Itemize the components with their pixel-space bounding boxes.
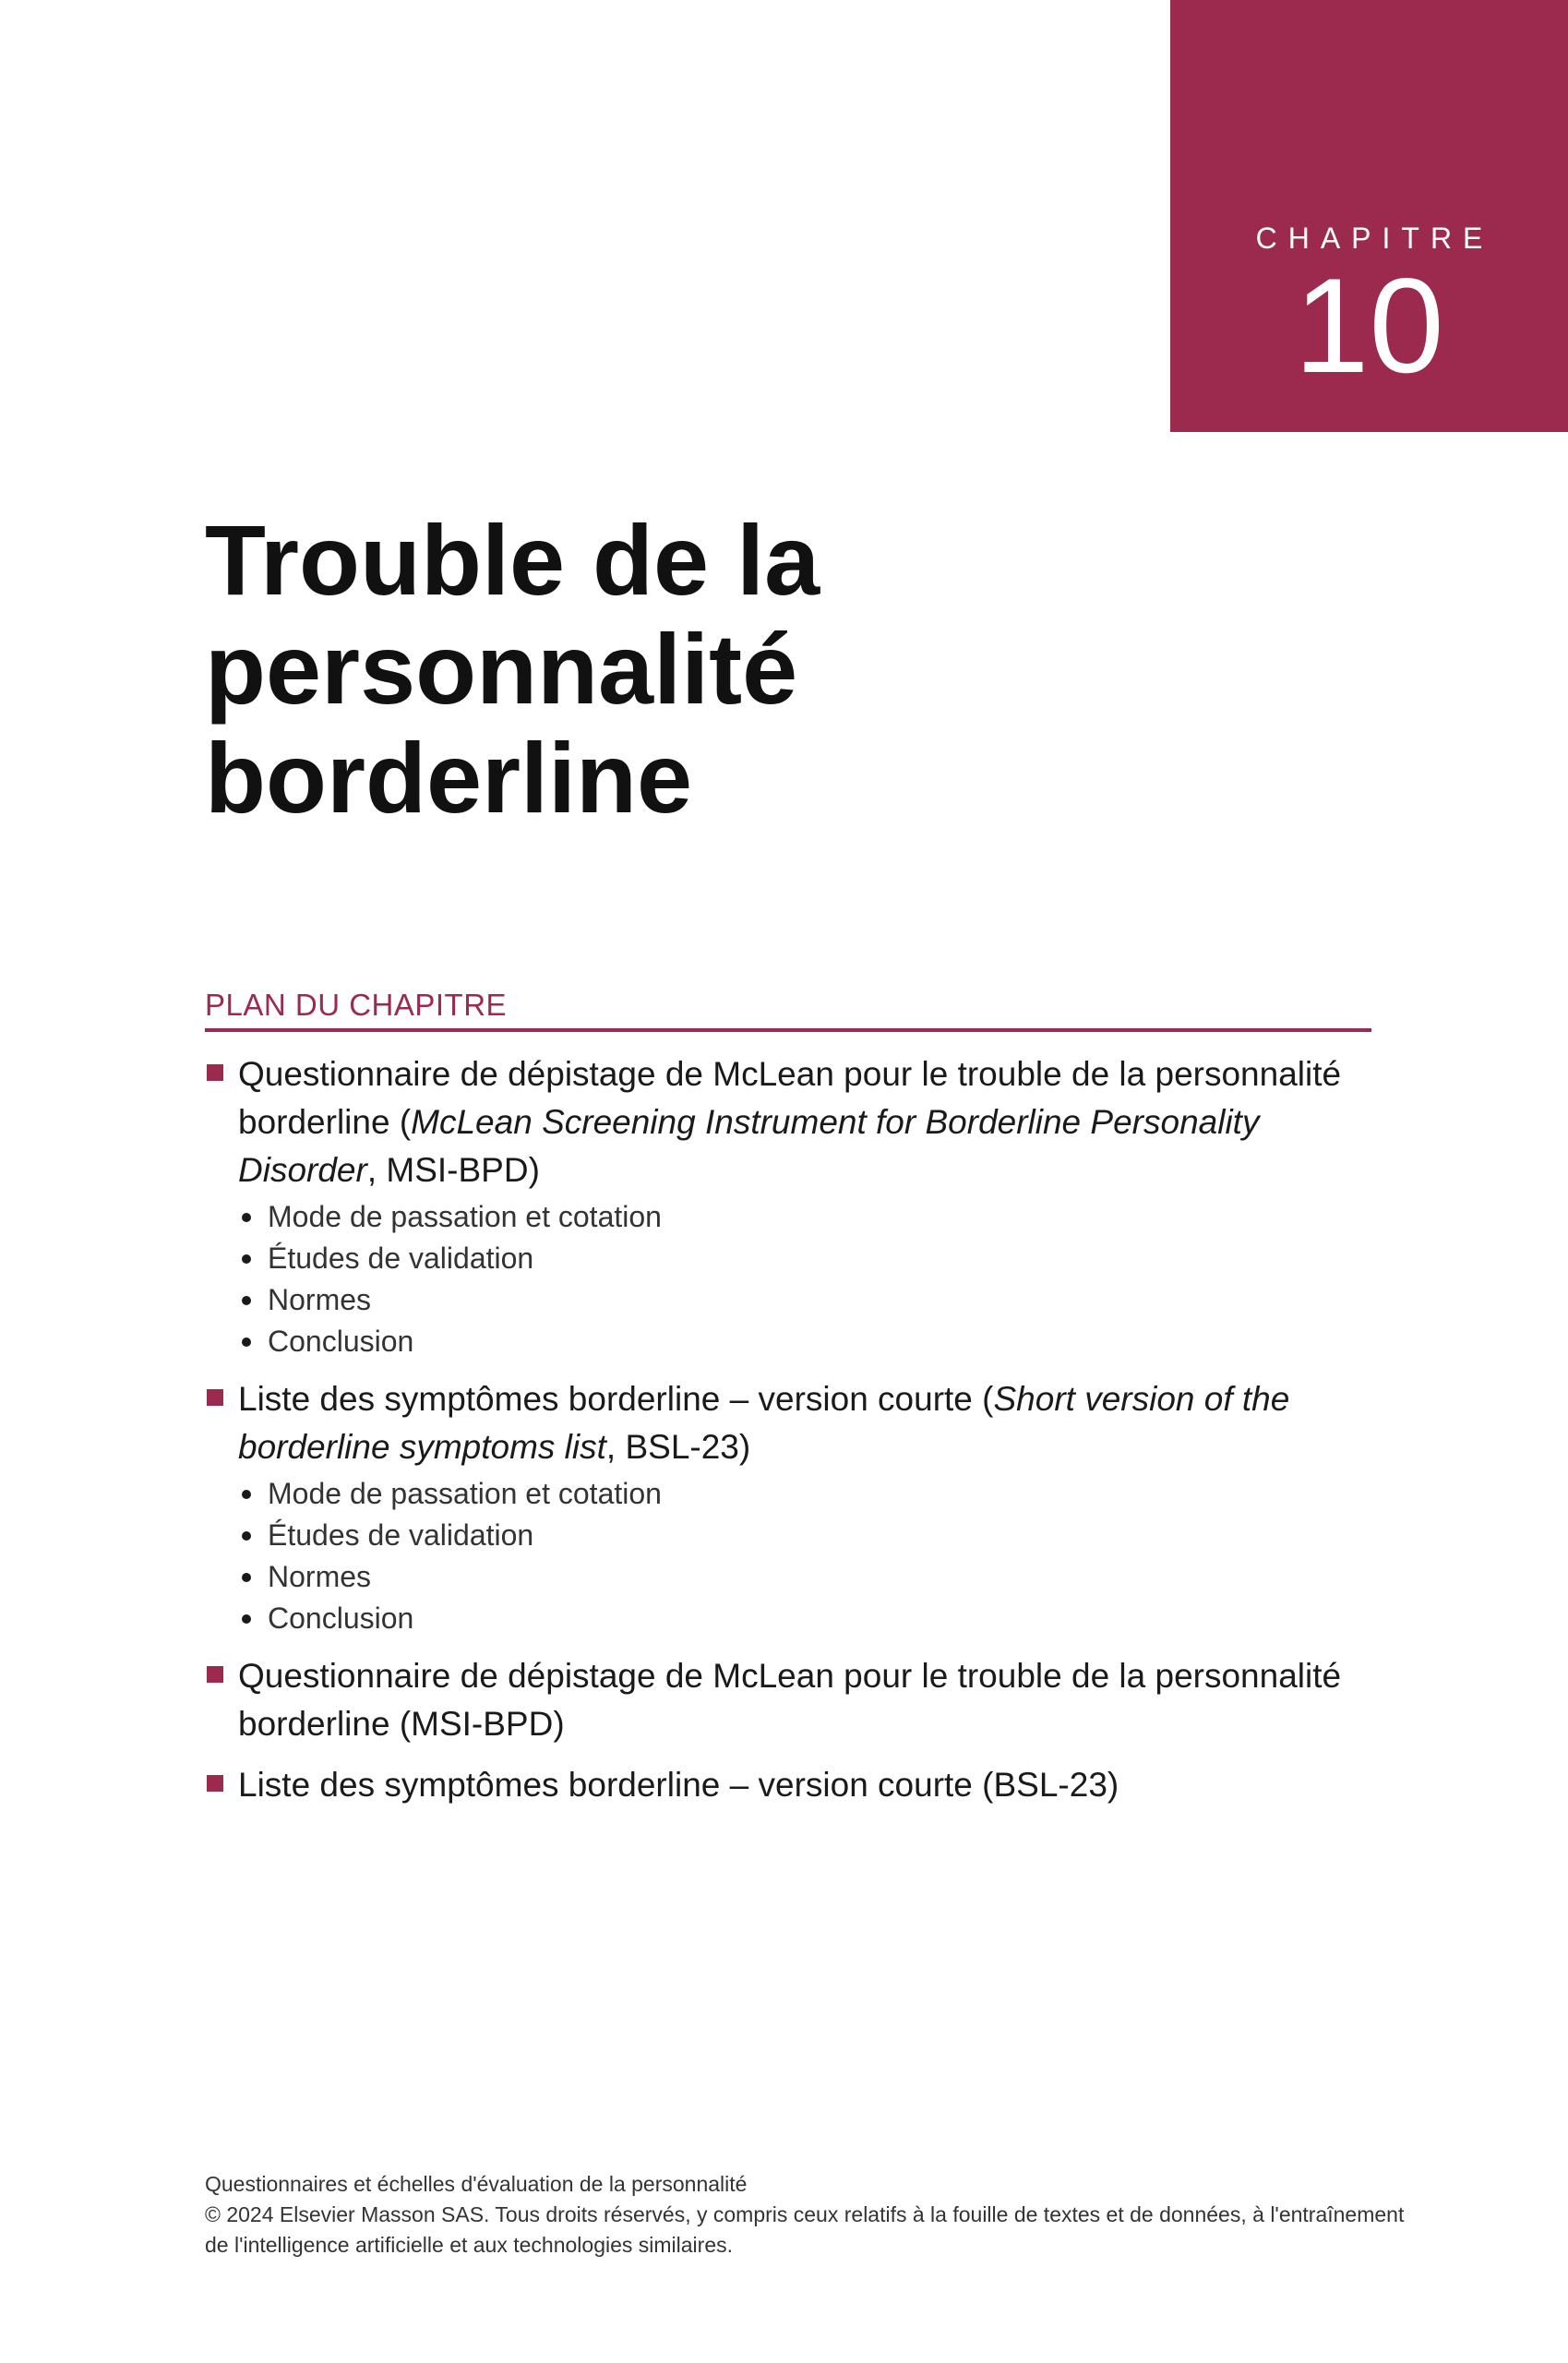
page-title [205, 506, 1405, 833]
plan-heading: PLAN DU CHAPITRE [205, 988, 1371, 1032]
plan-item [205, 1050, 1371, 1362]
sub-list [238, 1473, 1371, 1639]
footer-copyright-cont: de l'intelligence artificielle et aux technologies similaires. [205, 2233, 734, 2257]
plan-item-text [238, 1050, 1371, 1194]
chapter-plan [205, 988, 1371, 1822]
plan-item-text: Liste des symptômes borderline – version courte (BSL-23) [238, 1766, 1119, 1804]
sub-item-label: Mode de passation et cotation [268, 1200, 662, 1233]
bullet-dot-icon [242, 1490, 251, 1499]
bullet-dot-icon [242, 1296, 251, 1305]
chapter-banner [1170, 0, 1568, 432]
sub-item [238, 1279, 1371, 1321]
square-bullet-icon [207, 1064, 223, 1081]
sub-item [238, 1238, 1371, 1279]
plan-item [205, 1652, 1371, 1748]
plan-item-italic: Short version of the borderline symptoms list [238, 1380, 1290, 1466]
sub-list [238, 1196, 1371, 1362]
sub-item [238, 1473, 1371, 1515]
page-footer [205, 2169, 1405, 2261]
footer-copyright: © 2024 Elsevier Masson SAS. Tous droits réservés, y compris ceux relatifs à la fouille de textes et de données, à l'entraînement [205, 2202, 1405, 2226]
title-line-2: borderline [205, 722, 693, 834]
sub-item [238, 1196, 1371, 1238]
sub-item [238, 1598, 1371, 1639]
plan-item-text [238, 1375, 1371, 1471]
bullet-dot-icon [242, 1337, 251, 1347]
chapter-label: CHAPITRE [1255, 222, 1494, 255]
bullet-dot-icon [242, 1213, 251, 1222]
sub-item [238, 1515, 1371, 1556]
plan-item-italic: McLean Screening Instrument for Borderline Personality Disorder [238, 1103, 1260, 1189]
sub-item [238, 1321, 1371, 1362]
bullet-dot-icon [242, 1614, 251, 1624]
square-bullet-icon [207, 1389, 223, 1406]
square-bullet-icon [207, 1775, 223, 1792]
title-line-1: Trouble de la personnalité [205, 504, 820, 725]
plan-item-text: Questionnaire de dépistage de McLean pour le trouble de la personnalité borderline (MSI-BPD) [238, 1657, 1342, 1743]
plan-list [205, 1050, 1371, 1809]
footer-book-title: Questionnaires et échelles d'évaluation de la personnalité [205, 2172, 748, 2196]
square-bullet-icon [207, 1666, 223, 1683]
sub-item-label: Conclusion [268, 1601, 414, 1635]
chapter-number: 10 [1294, 250, 1444, 401]
bullet-dot-icon [242, 1254, 251, 1264]
sub-item-label: Normes [268, 1560, 372, 1593]
sub-item-label: Conclusion [268, 1325, 414, 1358]
plan-item-text-part: Questionnaire de dépistage de McLean pour le trouble de la personnalité borderline ( [238, 1055, 1342, 1141]
sub-item [238, 1556, 1371, 1598]
plan-item-text-part: , BSL-23) [605, 1428, 751, 1466]
bullet-dot-icon [242, 1573, 251, 1582]
sub-item-label: Études de validation [268, 1518, 534, 1552]
sub-item-label: Normes [268, 1283, 372, 1316]
plan-item [205, 1761, 1371, 1809]
plan-item [205, 1375, 1371, 1639]
plan-item-text-part: Liste des symptômes borderline – version courte ( [238, 1380, 994, 1418]
plan-item-text-part: , MSI-BPD) [366, 1151, 540, 1189]
sub-item-label: Mode de passation et cotation [268, 1477, 662, 1510]
bullet-dot-icon [242, 1531, 251, 1541]
sub-item-label: Études de validation [268, 1241, 534, 1275]
